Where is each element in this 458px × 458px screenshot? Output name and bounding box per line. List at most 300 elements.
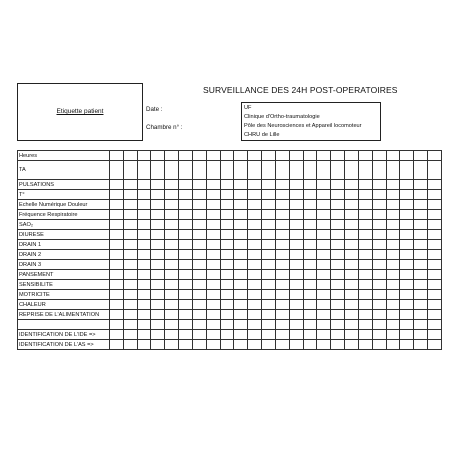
grid-cell[interactable]: [303, 161, 317, 180]
grid-cell[interactable]: [123, 260, 137, 270]
grid-cell[interactable]: [110, 250, 124, 260]
grid-cell[interactable]: [358, 230, 372, 240]
grid-cell[interactable]: [303, 180, 317, 190]
grid-cell[interactable]: [165, 340, 179, 350]
grid-cell[interactable]: [110, 330, 124, 340]
grid-cell[interactable]: [179, 190, 193, 200]
grid-cell[interactable]: [262, 230, 276, 240]
grid-cell[interactable]: [358, 210, 372, 220]
grid-cell[interactable]: [317, 220, 331, 230]
grid-cell[interactable]: [289, 340, 303, 350]
grid-cell[interactable]: [234, 151, 248, 161]
grid-cell[interactable]: [275, 250, 289, 260]
grid-cell[interactable]: [123, 300, 137, 310]
grid-cell[interactable]: [289, 210, 303, 220]
grid-cell[interactable]: [414, 230, 428, 240]
grid-cell[interactable]: [331, 161, 345, 180]
grid-cell[interactable]: [303, 300, 317, 310]
grid-cell[interactable]: [400, 190, 414, 200]
grid-cell[interactable]: [414, 310, 428, 320]
grid-cell[interactable]: [151, 280, 165, 290]
grid-cell[interactable]: [220, 220, 234, 230]
grid-cell[interactable]: [414, 270, 428, 280]
grid-cell[interactable]: [386, 290, 400, 300]
grid-cell[interactable]: [386, 210, 400, 220]
grid-cell[interactable]: [248, 210, 262, 220]
grid-cell[interactable]: [275, 260, 289, 270]
grid-cell[interactable]: [345, 310, 359, 320]
grid-cell[interactable]: [428, 230, 442, 240]
grid-cell[interactable]: [428, 180, 442, 190]
grid-cell[interactable]: [123, 190, 137, 200]
grid-cell[interactable]: [317, 200, 331, 210]
grid-cell[interactable]: [248, 290, 262, 300]
grid-cell[interactable]: [165, 330, 179, 340]
grid-cell[interactable]: [192, 270, 206, 280]
grid-cell[interactable]: [275, 240, 289, 250]
grid-cell[interactable]: [262, 290, 276, 300]
grid-cell[interactable]: [206, 320, 220, 330]
grid-cell[interactable]: [179, 270, 193, 280]
grid-cell[interactable]: [400, 280, 414, 290]
grid-cell[interactable]: [206, 290, 220, 300]
grid-cell[interactable]: [386, 270, 400, 280]
grid-cell[interactable]: [262, 151, 276, 161]
grid-cell[interactable]: [400, 270, 414, 280]
grid-cell[interactable]: [110, 270, 124, 280]
grid-cell[interactable]: [248, 200, 262, 210]
grid-cell[interactable]: [400, 330, 414, 340]
grid-cell[interactable]: [289, 230, 303, 240]
grid-cell[interactable]: [358, 310, 372, 320]
grid-cell[interactable]: [386, 330, 400, 340]
grid-cell[interactable]: [192, 220, 206, 230]
grid-cell[interactable]: [358, 290, 372, 300]
grid-cell[interactable]: [386, 260, 400, 270]
grid-cell[interactable]: [303, 240, 317, 250]
grid-cell[interactable]: [165, 320, 179, 330]
grid-cell[interactable]: [317, 320, 331, 330]
grid-cell[interactable]: [110, 290, 124, 300]
grid-cell[interactable]: [317, 180, 331, 190]
grid-cell[interactable]: [428, 250, 442, 260]
grid-cell[interactable]: [137, 290, 151, 300]
grid-cell[interactable]: [137, 230, 151, 240]
grid-cell[interactable]: [303, 151, 317, 161]
grid-cell[interactable]: [289, 250, 303, 260]
grid-cell[interactable]: [414, 200, 428, 210]
grid-cell[interactable]: [428, 190, 442, 200]
grid-cell[interactable]: [165, 210, 179, 220]
grid-cell[interactable]: [234, 300, 248, 310]
grid-cell[interactable]: [151, 290, 165, 300]
grid-cell[interactable]: [110, 210, 124, 220]
grid-cell[interactable]: [110, 190, 124, 200]
grid-cell[interactable]: [331, 200, 345, 210]
grid-cell[interactable]: [248, 240, 262, 250]
grid-cell[interactable]: [386, 310, 400, 320]
grid-cell[interactable]: [358, 320, 372, 330]
grid-cell[interactable]: [206, 190, 220, 200]
grid-cell[interactable]: [151, 180, 165, 190]
grid-cell[interactable]: [220, 180, 234, 190]
grid-cell[interactable]: [400, 240, 414, 250]
grid-cell[interactable]: [345, 330, 359, 340]
grid-cell[interactable]: [289, 330, 303, 340]
grid-cell[interactable]: [262, 210, 276, 220]
grid-cell[interactable]: [165, 310, 179, 320]
grid-cell[interactable]: [206, 200, 220, 210]
grid-cell[interactable]: [317, 230, 331, 240]
grid-cell[interactable]: [179, 340, 193, 350]
grid-cell[interactable]: [331, 230, 345, 240]
grid-cell[interactable]: [234, 210, 248, 220]
grid-cell[interactable]: [414, 340, 428, 350]
grid-cell[interactable]: [123, 180, 137, 190]
grid-cell[interactable]: [331, 151, 345, 161]
grid-cell[interactable]: [372, 180, 386, 190]
grid-cell[interactable]: [262, 190, 276, 200]
grid-cell[interactable]: [414, 240, 428, 250]
grid-cell[interactable]: [303, 280, 317, 290]
grid-cell[interactable]: [206, 300, 220, 310]
grid-cell[interactable]: [234, 270, 248, 280]
grid-cell[interactable]: [137, 151, 151, 161]
grid-cell[interactable]: [262, 161, 276, 180]
grid-cell[interactable]: [137, 200, 151, 210]
grid-cell[interactable]: [275, 340, 289, 350]
grid-cell[interactable]: [303, 260, 317, 270]
grid-cell[interactable]: [372, 280, 386, 290]
grid-cell[interactable]: [386, 250, 400, 260]
grid-cell[interactable]: [123, 270, 137, 280]
grid-cell[interactable]: [386, 180, 400, 190]
grid-cell[interactable]: [372, 151, 386, 161]
grid-cell[interactable]: [317, 270, 331, 280]
grid-cell[interactable]: [317, 240, 331, 250]
grid-cell[interactable]: [358, 161, 372, 180]
grid-cell[interactable]: [248, 220, 262, 230]
grid-cell[interactable]: [234, 190, 248, 200]
grid-cell[interactable]: [234, 230, 248, 240]
grid-cell[interactable]: [414, 300, 428, 310]
grid-cell[interactable]: [345, 151, 359, 161]
grid-cell[interactable]: [372, 220, 386, 230]
grid-cell[interactable]: [317, 190, 331, 200]
grid-cell[interactable]: [345, 210, 359, 220]
grid-cell[interactable]: [303, 340, 317, 350]
grid-cell[interactable]: [151, 250, 165, 260]
grid-cell[interactable]: [137, 210, 151, 220]
grid-cell[interactable]: [192, 310, 206, 320]
grid-cell[interactable]: [123, 200, 137, 210]
grid-cell[interactable]: [220, 151, 234, 161]
grid-cell[interactable]: [386, 200, 400, 210]
grid-cell[interactable]: [317, 210, 331, 220]
grid-cell[interactable]: [192, 340, 206, 350]
grid-cell[interactable]: [345, 270, 359, 280]
grid-cell[interactable]: [275, 310, 289, 320]
grid-cell[interactable]: [372, 330, 386, 340]
grid-cell[interactable]: [400, 300, 414, 310]
grid-cell[interactable]: [151, 210, 165, 220]
grid-cell[interactable]: [206, 220, 220, 230]
grid-cell[interactable]: [358, 300, 372, 310]
grid-cell[interactable]: [179, 330, 193, 340]
grid-cell[interactable]: [262, 330, 276, 340]
grid-cell[interactable]: [275, 330, 289, 340]
grid-cell[interactable]: [123, 250, 137, 260]
grid-cell[interactable]: [248, 280, 262, 290]
grid-cell[interactable]: [110, 161, 124, 180]
grid-cell[interactable]: [289, 240, 303, 250]
grid-cell[interactable]: [110, 300, 124, 310]
grid-cell[interactable]: [331, 340, 345, 350]
grid-cell[interactable]: [262, 320, 276, 330]
grid-cell[interactable]: [234, 320, 248, 330]
grid-cell[interactable]: [372, 200, 386, 210]
grid-cell[interactable]: [275, 161, 289, 180]
grid-cell[interactable]: [165, 260, 179, 270]
grid-cell[interactable]: [414, 151, 428, 161]
grid-cell[interactable]: [289, 161, 303, 180]
grid-cell[interactable]: [192, 320, 206, 330]
grid-cell[interactable]: [248, 340, 262, 350]
grid-cell[interactable]: [303, 250, 317, 260]
grid-cell[interactable]: [358, 190, 372, 200]
grid-cell[interactable]: [206, 210, 220, 220]
grid-cell[interactable]: [110, 260, 124, 270]
grid-cell[interactable]: [110, 280, 124, 290]
grid-cell[interactable]: [220, 240, 234, 250]
grid-cell[interactable]: [192, 300, 206, 310]
grid-cell[interactable]: [151, 320, 165, 330]
grid-cell[interactable]: [428, 280, 442, 290]
grid-cell[interactable]: [151, 330, 165, 340]
grid-cell[interactable]: [220, 200, 234, 210]
grid-cell[interactable]: [165, 290, 179, 300]
grid-cell[interactable]: [179, 290, 193, 300]
grid-cell[interactable]: [345, 250, 359, 260]
grid-cell[interactable]: [151, 240, 165, 250]
grid-cell[interactable]: [303, 210, 317, 220]
grid-cell[interactable]: [358, 200, 372, 210]
grid-cell[interactable]: [386, 300, 400, 310]
grid-cell[interactable]: [372, 190, 386, 200]
grid-cell[interactable]: [248, 250, 262, 260]
grid-cell[interactable]: [110, 230, 124, 240]
grid-cell[interactable]: [275, 270, 289, 280]
grid-cell[interactable]: [331, 300, 345, 310]
grid-cell[interactable]: [386, 240, 400, 250]
grid-cell[interactable]: [165, 220, 179, 230]
grid-cell[interactable]: [248, 180, 262, 190]
grid-cell[interactable]: [192, 200, 206, 210]
grid-cell[interactable]: [345, 161, 359, 180]
grid-cell[interactable]: [372, 270, 386, 280]
grid-cell[interactable]: [262, 250, 276, 260]
grid-cell[interactable]: [248, 151, 262, 161]
grid-cell[interactable]: [192, 290, 206, 300]
grid-cell[interactable]: [414, 190, 428, 200]
grid-cell[interactable]: [400, 210, 414, 220]
grid-cell[interactable]: [137, 190, 151, 200]
grid-cell[interactable]: [289, 190, 303, 200]
grid-cell[interactable]: [317, 330, 331, 340]
grid-cell[interactable]: [206, 330, 220, 340]
grid-cell[interactable]: [179, 151, 193, 161]
grid-cell[interactable]: [206, 250, 220, 260]
grid-cell[interactable]: [123, 240, 137, 250]
grid-cell[interactable]: [386, 320, 400, 330]
grid-cell[interactable]: [165, 180, 179, 190]
grid-cell[interactable]: [372, 340, 386, 350]
grid-cell[interactable]: [303, 320, 317, 330]
grid-cell[interactable]: [386, 340, 400, 350]
grid-cell[interactable]: [386, 280, 400, 290]
grid-cell[interactable]: [165, 280, 179, 290]
grid-cell[interactable]: [289, 300, 303, 310]
grid-cell[interactable]: [165, 230, 179, 240]
grid-cell[interactable]: [234, 260, 248, 270]
grid-cell[interactable]: [151, 161, 165, 180]
grid-cell[interactable]: [372, 290, 386, 300]
grid-cell[interactable]: [151, 230, 165, 240]
grid-cell[interactable]: [414, 180, 428, 190]
grid-cell[interactable]: [275, 180, 289, 190]
grid-cell[interactable]: [331, 190, 345, 200]
grid-cell[interactable]: [262, 340, 276, 350]
grid-cell[interactable]: [414, 210, 428, 220]
grid-cell[interactable]: [358, 340, 372, 350]
grid-cell[interactable]: [331, 210, 345, 220]
grid-cell[interactable]: [345, 340, 359, 350]
grid-cell[interactable]: [137, 220, 151, 230]
grid-cell[interactable]: [123, 320, 137, 330]
grid-cell[interactable]: [400, 340, 414, 350]
grid-cell[interactable]: [428, 200, 442, 210]
grid-cell[interactable]: [414, 260, 428, 270]
grid-cell[interactable]: [220, 330, 234, 340]
grid-cell[interactable]: [151, 310, 165, 320]
grid-cell[interactable]: [192, 190, 206, 200]
grid-cell[interactable]: [151, 260, 165, 270]
grid-cell[interactable]: [400, 200, 414, 210]
grid-cell[interactable]: [262, 240, 276, 250]
grid-cell[interactable]: [206, 340, 220, 350]
grid-cell[interactable]: [400, 310, 414, 320]
grid-cell[interactable]: [179, 180, 193, 190]
grid-cell[interactable]: [372, 250, 386, 260]
grid-cell[interactable]: [262, 300, 276, 310]
grid-cell[interactable]: [372, 320, 386, 330]
grid-cell[interactable]: [137, 330, 151, 340]
grid-cell[interactable]: [428, 320, 442, 330]
grid-cell[interactable]: [206, 240, 220, 250]
grid-cell[interactable]: [165, 190, 179, 200]
grid-cell[interactable]: [220, 230, 234, 240]
grid-cell[interactable]: [234, 220, 248, 230]
grid-cell[interactable]: [372, 230, 386, 240]
grid-cell[interactable]: [345, 200, 359, 210]
grid-cell[interactable]: [192, 210, 206, 220]
grid-cell[interactable]: [289, 220, 303, 230]
grid-cell[interactable]: [192, 260, 206, 270]
grid-cell[interactable]: [358, 220, 372, 230]
grid-cell[interactable]: [179, 310, 193, 320]
grid-cell[interactable]: [317, 151, 331, 161]
grid-cell[interactable]: [345, 300, 359, 310]
grid-cell[interactable]: [234, 250, 248, 260]
grid-cell[interactable]: [303, 270, 317, 280]
grid-cell[interactable]: [331, 260, 345, 270]
grid-cell[interactable]: [123, 220, 137, 230]
grid-cell[interactable]: [248, 330, 262, 340]
grid-cell[interactable]: [400, 161, 414, 180]
grid-cell[interactable]: [275, 210, 289, 220]
grid-cell[interactable]: [192, 250, 206, 260]
grid-cell[interactable]: [428, 340, 442, 350]
grid-cell[interactable]: [345, 220, 359, 230]
grid-cell[interactable]: [345, 280, 359, 290]
grid-cell[interactable]: [331, 280, 345, 290]
grid-cell[interactable]: [110, 340, 124, 350]
grid-cell[interactable]: [151, 270, 165, 280]
grid-cell[interactable]: [386, 151, 400, 161]
grid-cell[interactable]: [414, 161, 428, 180]
grid-cell[interactable]: [137, 300, 151, 310]
grid-cell[interactable]: [220, 270, 234, 280]
grid-cell[interactable]: [206, 260, 220, 270]
grid-cell[interactable]: [220, 290, 234, 300]
grid-cell[interactable]: [220, 340, 234, 350]
grid-cell[interactable]: [372, 300, 386, 310]
grid-cell[interactable]: [317, 310, 331, 320]
grid-cell[interactable]: [414, 220, 428, 230]
grid-cell[interactable]: [275, 220, 289, 230]
grid-cell[interactable]: [331, 220, 345, 230]
grid-cell[interactable]: [220, 320, 234, 330]
grid-cell[interactable]: [303, 220, 317, 230]
grid-cell[interactable]: [165, 200, 179, 210]
grid-cell[interactable]: [331, 250, 345, 260]
grid-cell[interactable]: [123, 340, 137, 350]
grid-cell[interactable]: [151, 340, 165, 350]
grid-cell[interactable]: [220, 210, 234, 220]
grid-cell[interactable]: [331, 240, 345, 250]
grid-cell[interactable]: [248, 260, 262, 270]
grid-cell[interactable]: [220, 280, 234, 290]
grid-cell[interactable]: [262, 200, 276, 210]
grid-cell[interactable]: [345, 240, 359, 250]
grid-cell[interactable]: [206, 161, 220, 180]
grid-cell[interactable]: [317, 280, 331, 290]
grid-cell[interactable]: [206, 151, 220, 161]
grid-cell[interactable]: [179, 320, 193, 330]
grid-cell[interactable]: [428, 220, 442, 230]
grid-cell[interactable]: [372, 210, 386, 220]
grid-cell[interactable]: [400, 180, 414, 190]
grid-cell[interactable]: [234, 161, 248, 180]
grid-cell[interactable]: [192, 280, 206, 290]
grid-cell[interactable]: [275, 230, 289, 240]
grid-cell[interactable]: [358, 250, 372, 260]
grid-cell[interactable]: [358, 151, 372, 161]
grid-cell[interactable]: [345, 190, 359, 200]
grid-cell[interactable]: [192, 151, 206, 161]
grid-cell[interactable]: [372, 161, 386, 180]
grid-cell[interactable]: [400, 250, 414, 260]
